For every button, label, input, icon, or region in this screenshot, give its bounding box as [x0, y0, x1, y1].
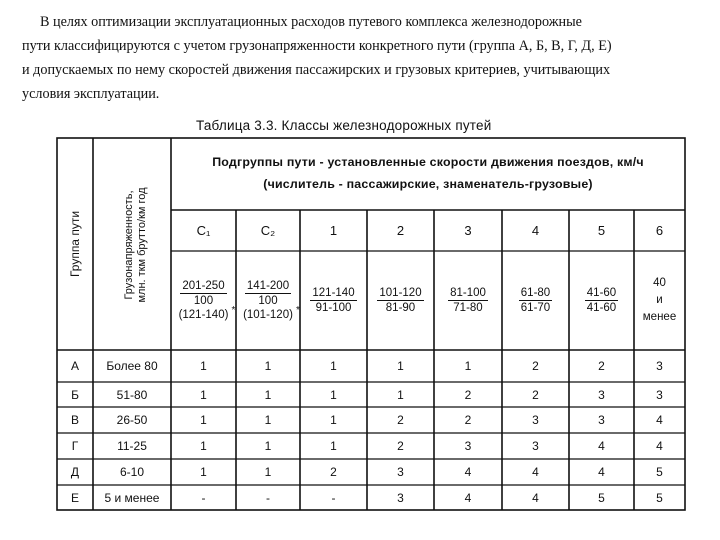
- speed-freight: 41-60: [586, 302, 617, 314]
- class-cell: 4: [464, 465, 472, 479]
- class-cell: 1: [464, 359, 472, 373]
- class-cell: 1: [264, 465, 272, 479]
- class-cell: -: [201, 490, 206, 505]
- load-cell: 51-80: [116, 387, 148, 402]
- load-cell: Более 80: [106, 359, 158, 373]
- group-column-header: Группа пути: [68, 210, 82, 278]
- class-cell: 1: [397, 359, 404, 373]
- speed-freight: 81-90: [385, 302, 416, 314]
- speed-line: 40: [653, 277, 666, 289]
- subgroup-label: 6: [655, 223, 664, 238]
- speed-freight: 71-80: [453, 302, 483, 314]
- class-cell: 3: [656, 387, 663, 402]
- class-cell: 4: [532, 465, 539, 479]
- subgroup-header-note: (числитель - пассажирские, знаменатель-грузовые): [263, 177, 593, 191]
- speed-passenger: 61-80: [520, 287, 551, 299]
- group-cell: Г: [71, 439, 79, 453]
- class-cell: 3: [397, 465, 404, 479]
- speed-freight: 100: [193, 295, 214, 307]
- class-cell: 1: [264, 439, 272, 453]
- intro-line: В целях оптимизации эксплуатационных расходов путевого комплекса железнодорожные: [40, 14, 582, 30]
- class-cell: 2: [464, 413, 472, 427]
- intro-line: и допускаемых по нему скоростей движения пассажирских и грузовых критериев, учитывающих: [22, 62, 611, 78]
- footnote-mark: *: [231, 305, 236, 316]
- intro-paragraph: [22, 10, 698, 106]
- speed-cell: [569, 251, 634, 350]
- class-cell: 1: [200, 359, 207, 373]
- class-cell: 2: [464, 387, 472, 402]
- subgroup-label: 2: [396, 223, 405, 238]
- speed-cell: [300, 251, 367, 350]
- group-cell: Б: [71, 387, 79, 402]
- class-cell: 4: [532, 490, 539, 505]
- class-cell: 1: [397, 387, 404, 402]
- subgroup-label: C₁: [196, 223, 211, 238]
- class-cell: 4: [656, 413, 663, 427]
- speed-line: и: [656, 294, 663, 306]
- class-cell: 2: [532, 387, 539, 402]
- class-cell: 3: [464, 439, 472, 453]
- load-header-line2: млн. ткм брутто/км год: [136, 187, 148, 303]
- load-column-header: [123, 150, 151, 340]
- speed-passenger: 41-60: [586, 287, 617, 299]
- footnote-mark: *: [296, 305, 300, 316]
- class-cell: 4: [598, 465, 605, 479]
- speed-cell: [367, 251, 434, 350]
- load-cell: 26-50: [116, 413, 148, 427]
- class-cell: 1: [200, 387, 207, 402]
- group-cell: В: [70, 413, 79, 427]
- class-cell: 5: [656, 490, 663, 505]
- class-cell: 1: [330, 413, 337, 427]
- class-cell: -: [266, 490, 270, 505]
- speed-cell: [236, 251, 300, 350]
- class-cell: -: [331, 490, 336, 505]
- class-cell: 4: [656, 439, 663, 453]
- speed-extra: (121-140): [178, 309, 229, 321]
- speed-cell: [434, 251, 502, 350]
- track-class-table: [56, 137, 686, 512]
- class-cell: 1: [200, 439, 207, 453]
- class-cell: 1: [330, 387, 337, 402]
- class-cell: 3: [598, 387, 605, 402]
- speed-line: менее: [642, 311, 677, 323]
- load-cell: 11-25: [117, 439, 147, 453]
- speed-cell: [502, 251, 569, 350]
- group-cell: А: [70, 359, 79, 373]
- speed-freight: 100: [258, 295, 278, 307]
- class-cell: 5: [598, 490, 605, 505]
- class-cell: 2: [330, 465, 337, 479]
- speed-passenger: 141-200: [246, 280, 290, 292]
- subgroup-label: C₂: [260, 223, 276, 238]
- class-cell: 1: [330, 359, 337, 373]
- class-cell: 4: [464, 490, 472, 505]
- load-header-line1: Грузонапряженность,: [123, 190, 135, 300]
- class-cell: 2: [532, 359, 539, 373]
- subgroup-label: 1: [329, 223, 338, 238]
- subgroup-header: Подгруппы пути - установленные скорости движения поездов, км/ч: [212, 155, 644, 169]
- class-cell: 3: [598, 413, 605, 427]
- class-cell: 3: [532, 413, 539, 427]
- class-cell: 1: [200, 465, 207, 479]
- class-cell: 2: [397, 439, 404, 453]
- class-cell: 4: [598, 439, 605, 453]
- speed-passenger: 201-250: [182, 280, 225, 292]
- class-cell: 2: [598, 359, 605, 373]
- class-cell: 3: [397, 490, 404, 505]
- speed-passenger: 101-120: [379, 287, 422, 299]
- load-cell: 5 и менее: [104, 490, 160, 505]
- load-cell: 6-10: [119, 465, 145, 479]
- class-cell: 1: [330, 439, 337, 453]
- intro-line: условия эксплуатации.: [22, 86, 160, 102]
- class-cell: 3: [532, 439, 539, 453]
- subgroup-label: 3: [464, 223, 472, 238]
- speed-freight: 61-70: [520, 302, 551, 314]
- class-cell: 1: [200, 413, 207, 427]
- speed-cell: [634, 251, 685, 350]
- speed-passenger: 81-100: [450, 287, 486, 299]
- speed-passenger: 121-140: [312, 287, 355, 299]
- speed-extra: (101-120): [243, 309, 293, 321]
- class-cell: 1: [264, 413, 272, 427]
- class-cell: 5: [656, 465, 663, 479]
- table-caption: Таблица 3.3. Классы железнодорожных путей: [196, 118, 492, 133]
- class-cell: 1: [264, 359, 272, 373]
- class-cell: 1: [264, 387, 272, 402]
- class-cell: 3: [656, 359, 663, 373]
- speed-cell: [171, 251, 236, 350]
- subgroup-label: 5: [597, 223, 606, 238]
- intro-line: пути классифицируются с учетом грузонапряженности конкретного пути (группа А, Б, В, Г, Д, Е): [22, 38, 612, 54]
- speed-freight: 91-100: [315, 302, 352, 314]
- class-cell: 2: [397, 413, 404, 427]
- group-cell: Д: [70, 465, 80, 479]
- subgroup-label: 4: [531, 223, 540, 238]
- group-cell: Е: [70, 490, 79, 505]
